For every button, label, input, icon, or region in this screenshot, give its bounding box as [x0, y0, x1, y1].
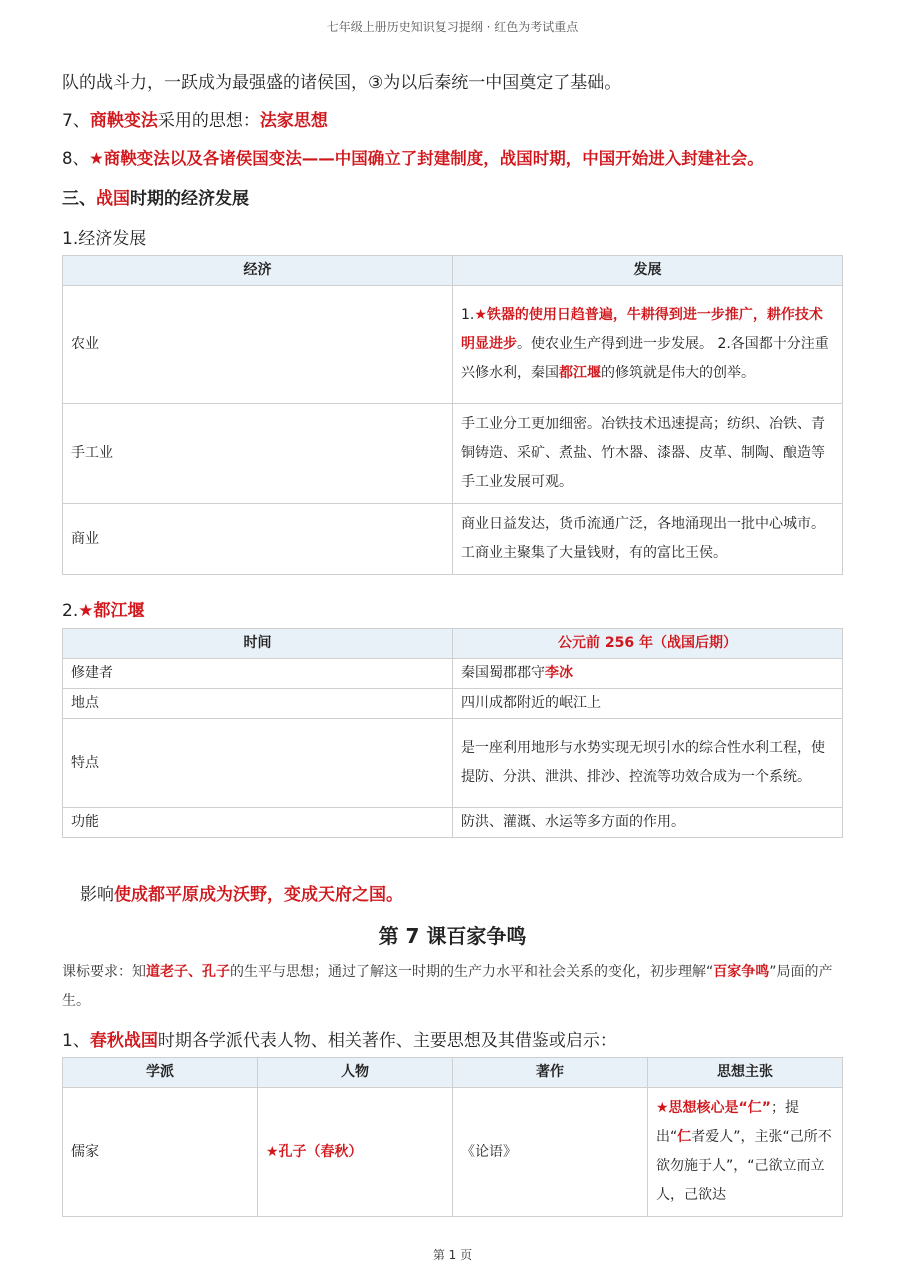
table-row [63, 808, 843, 838]
cell-text: 手工业分工更加细密。冶铁技术迅速提高；纺织、冶铁、青铜铸造、采矿、煮盐、竹木器、漆器、皮革、制陶、酿造等手工业发展可观。 [461, 416, 825, 490]
cell-text: 者爱人”，主张“己所不欲勿施于人”，“己欲立而立人，己欲达 [656, 1129, 832, 1203]
table-header-cell: 著作 [453, 1058, 648, 1088]
highlight-text: ★思想核心是“仁” [656, 1100, 771, 1116]
highlight-text: 公元前 256 年（ [558, 635, 667, 651]
highlight-text: 法家思想 [259, 111, 328, 131]
curriculum-standard [62, 958, 843, 1016]
table-cell [453, 504, 843, 575]
table-cell: 农业 [63, 286, 453, 404]
subsection-text: 1.经济发展 [62, 229, 147, 249]
highlight-text: 商鞅变法 [89, 111, 158, 131]
page-footer: 第 1 页 [432, 1248, 473, 1262]
cell-text: 。使农业生产得到进一步发展。 2.各国都十分注重兴修水利，秦国 [461, 336, 829, 381]
lesson-title: 第 7 课百家争鸣 [378, 924, 527, 948]
table-row [63, 504, 843, 575]
table-row [63, 1088, 843, 1217]
table-row [63, 286, 843, 404]
table-cell [453, 404, 843, 504]
cell-text: 的生平与思想；通过了解这一时期的生产力水平和社会关系的变化，初步理解“ [230, 964, 714, 980]
table-row [63, 719, 843, 808]
table-header-cell: 思想主张 [648, 1058, 843, 1088]
schools-table [62, 1057, 843, 1217]
table-header-cell: 发展 [453, 256, 843, 286]
point-number: 8、 [62, 149, 89, 168]
section-text: 时期的经济发展 [130, 189, 249, 209]
table-header-cell: 经济 [63, 256, 453, 286]
cell-text: 课标要求：知 [62, 964, 146, 980]
paragraph-text: 队的战斗力，一跃成为最强盛的诸侯国，③为以后秦统一中国奠定了基础。 [62, 73, 622, 93]
cell-text: ”局面的产生。 [62, 964, 833, 1009]
page-header: 七年级上册历史知识复习提纲 · 红色为考试重点 [326, 20, 579, 34]
table-cell: ★孔子（春秋） [258, 1088, 453, 1217]
table-header-cell [453, 629, 843, 659]
point-text: 采用的思想： [157, 111, 260, 131]
economy-table [62, 255, 843, 575]
dujiangyan-table [62, 628, 843, 838]
table-cell: 商业 [63, 504, 453, 575]
section-number: 三、 [62, 189, 96, 209]
table-cell: 《论语》 [453, 1088, 648, 1217]
paragraph-line [62, 68, 621, 93]
table-header-row [63, 1058, 843, 1088]
table-cell [453, 659, 843, 689]
table-row [63, 404, 843, 504]
highlight-text: ★都江堰 [78, 601, 145, 621]
table-header-cell: 人物 [258, 1058, 453, 1088]
subsection-number: 2. [62, 601, 79, 621]
table-cell: 地点 [63, 689, 453, 719]
cell-text: 秦国蜀郡郡守 [461, 665, 545, 681]
point-7 [62, 106, 328, 131]
highlight-text: 李冰 [545, 665, 573, 681]
highlight-text: 战国 [96, 189, 130, 209]
table-header-row [63, 256, 843, 286]
cell-text: 商业日益发达，货币流通广泛，各地涌现出一批中心城市。工商业主聚集了大量钱财，有的富比王侯。 [461, 516, 825, 561]
highlight-text: ★商鞅变法以及各诸侯国变法——中国确立了封建制度，战国时期，中国开始进入封建社会。 [89, 149, 764, 168]
highlight-text: 战国 [666, 635, 695, 651]
highlight-text: 百家争鸣 [713, 964, 770, 980]
table-cell [453, 719, 843, 808]
point-8 [62, 145, 764, 169]
cell-text: 1. [461, 307, 475, 323]
highlight-text: 仁 [677, 1129, 692, 1145]
point-number: 7、 [62, 111, 90, 131]
table-header-row [63, 629, 843, 659]
table-cell [453, 286, 843, 404]
table-header-cell: 时间 [63, 629, 453, 659]
highlight-text: ★铁器的使用日趋普遍，牛耕得到进一步推广，耕作技术明显进步 [461, 307, 823, 352]
table-cell [453, 689, 843, 719]
subsection-title [62, 596, 144, 621]
cell-text: ；提出“ [656, 1100, 799, 1145]
table-cell [648, 1088, 843, 1217]
subsection-title [62, 224, 146, 249]
question-text: 时期各学派代表人物、相关著作、主要思想及其借鉴或启示： [157, 1031, 617, 1051]
cell-text: 的修筑就是伟大的创举。 [601, 365, 755, 381]
table-cell: 功能 [63, 808, 453, 838]
table-cell: 手工业 [63, 404, 453, 504]
table-row [63, 659, 843, 689]
highlight-text: 都江堰 [559, 365, 601, 381]
highlight-text: 使成都平原成为沃野，变成天府之国。 [114, 885, 403, 905]
table-cell: 修建者 [63, 659, 453, 689]
cell-text: 防洪、灌溉、水运等多方面的作用。 [461, 814, 685, 830]
table-header-cell: 学派 [63, 1058, 258, 1088]
section-title [62, 184, 249, 209]
highlight-text: 后期） [694, 635, 737, 651]
highlight-text: 春秋战国 [89, 1031, 158, 1051]
impact-line [80, 880, 403, 905]
impact-label: 影响 [80, 885, 114, 905]
cell-text: 是一座利用地形与水势实现无坝引水的综合性水利工程，使提防、分洪、泄洪、排沙、控流等功效合成为一个系统。 [461, 740, 825, 785]
table-row [63, 689, 843, 719]
question-line [62, 1026, 617, 1051]
cell-text: 四川成都附近的岷江上 [461, 695, 601, 711]
table-cell: 儒家 [63, 1088, 258, 1217]
question-number: 1、 [62, 1031, 90, 1051]
table-cell [453, 808, 843, 838]
table-cell: 特点 [63, 719, 453, 808]
highlight-text: 道老子、孔子 [146, 964, 230, 980]
